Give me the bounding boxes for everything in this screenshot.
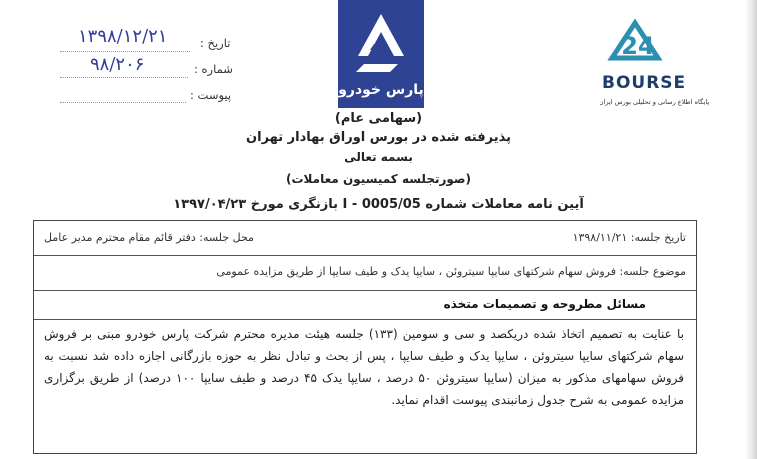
bourse-logo-subtitle: پایگاه اطلاع رسانی و تحلیلی بورس ایران bbox=[600, 98, 710, 106]
date-label: تاریخ : bbox=[200, 36, 231, 50]
company-listing: پذیرفته شده در بورس اوراق بهادار تهران bbox=[246, 130, 511, 145]
bourse-logo-name: BOURSE bbox=[602, 73, 687, 93]
number-value: ۹۸/۲۰۶ bbox=[90, 54, 145, 75]
meeting-date: تاریخ جلسه: ۱۳۹۸/۱۱/۲۱ bbox=[572, 231, 686, 244]
section-title: مسائل مطروحه و تصمیمات متخذه bbox=[443, 297, 646, 311]
attachment-dots bbox=[60, 101, 186, 103]
meeting-subject: موضوع جلسه: فروش سهام شرکتهای سایپا سیتروئن ، سایپا یدک و طیف سایپا از طریق مزایده عمومی bbox=[216, 265, 686, 278]
attachment-label: پیوست : bbox=[190, 88, 232, 102]
document-title: (صورتجلسه کمیسیون معاملات) bbox=[286, 172, 471, 186]
subject-row bbox=[34, 256, 696, 291]
date-value: ۱۳۹۸/۱۲/۲۱ bbox=[78, 26, 168, 47]
section-row bbox=[34, 291, 696, 320]
company-logo bbox=[338, 0, 424, 108]
bourse-logo bbox=[600, 18, 710, 113]
bourse-logo-number: 24 bbox=[621, 32, 655, 60]
regulation-reference: آیین نامه معاملات شماره 0005/05 - I بازنگری مورخ ۱۳۹۷/۰۴/۲۳ bbox=[173, 197, 584, 212]
minutes-table bbox=[33, 220, 697, 454]
decision-text: با عنایت به تصمیم اتخاذ شده دریکصد و سی و سومین (۱۳۳) جلسه هیئت مدیره محترم شرکت پارس خودرو مبنی بر فروش سهام شرکتهای سایپا سیتروئن ، سایپا یدک و طیف سایپا ، پس از بحث و تبادل نظر به حوزه بازرگانی اجازه داده شد نسبت به فروش سهامهای مذکور به میزان (سایپا سیتروئن ۵۰ درصد ، سایپا یدک ۴۵ درصد و طیف سایپا ۱۰۰ درصد) از طریق برگزاری مزایده عمومی به شرح جدول زمانبندی پیوست اقدام نماید. bbox=[44, 327, 685, 407]
company-type: (سهامی عام) bbox=[334, 111, 423, 126]
invocation: بسمه تعالی bbox=[344, 150, 413, 164]
date-dots bbox=[60, 50, 190, 52]
meeting-info-row bbox=[34, 221, 696, 256]
number-label: شماره : bbox=[194, 62, 233, 76]
number-dots bbox=[60, 76, 188, 78]
meeting-place: محل جلسه: دفتر قائم مقام محترم مدیر عامل bbox=[44, 231, 254, 244]
company-logo-text: پارس خودرو bbox=[338, 82, 424, 98]
scan-edge bbox=[745, 0, 757, 459]
